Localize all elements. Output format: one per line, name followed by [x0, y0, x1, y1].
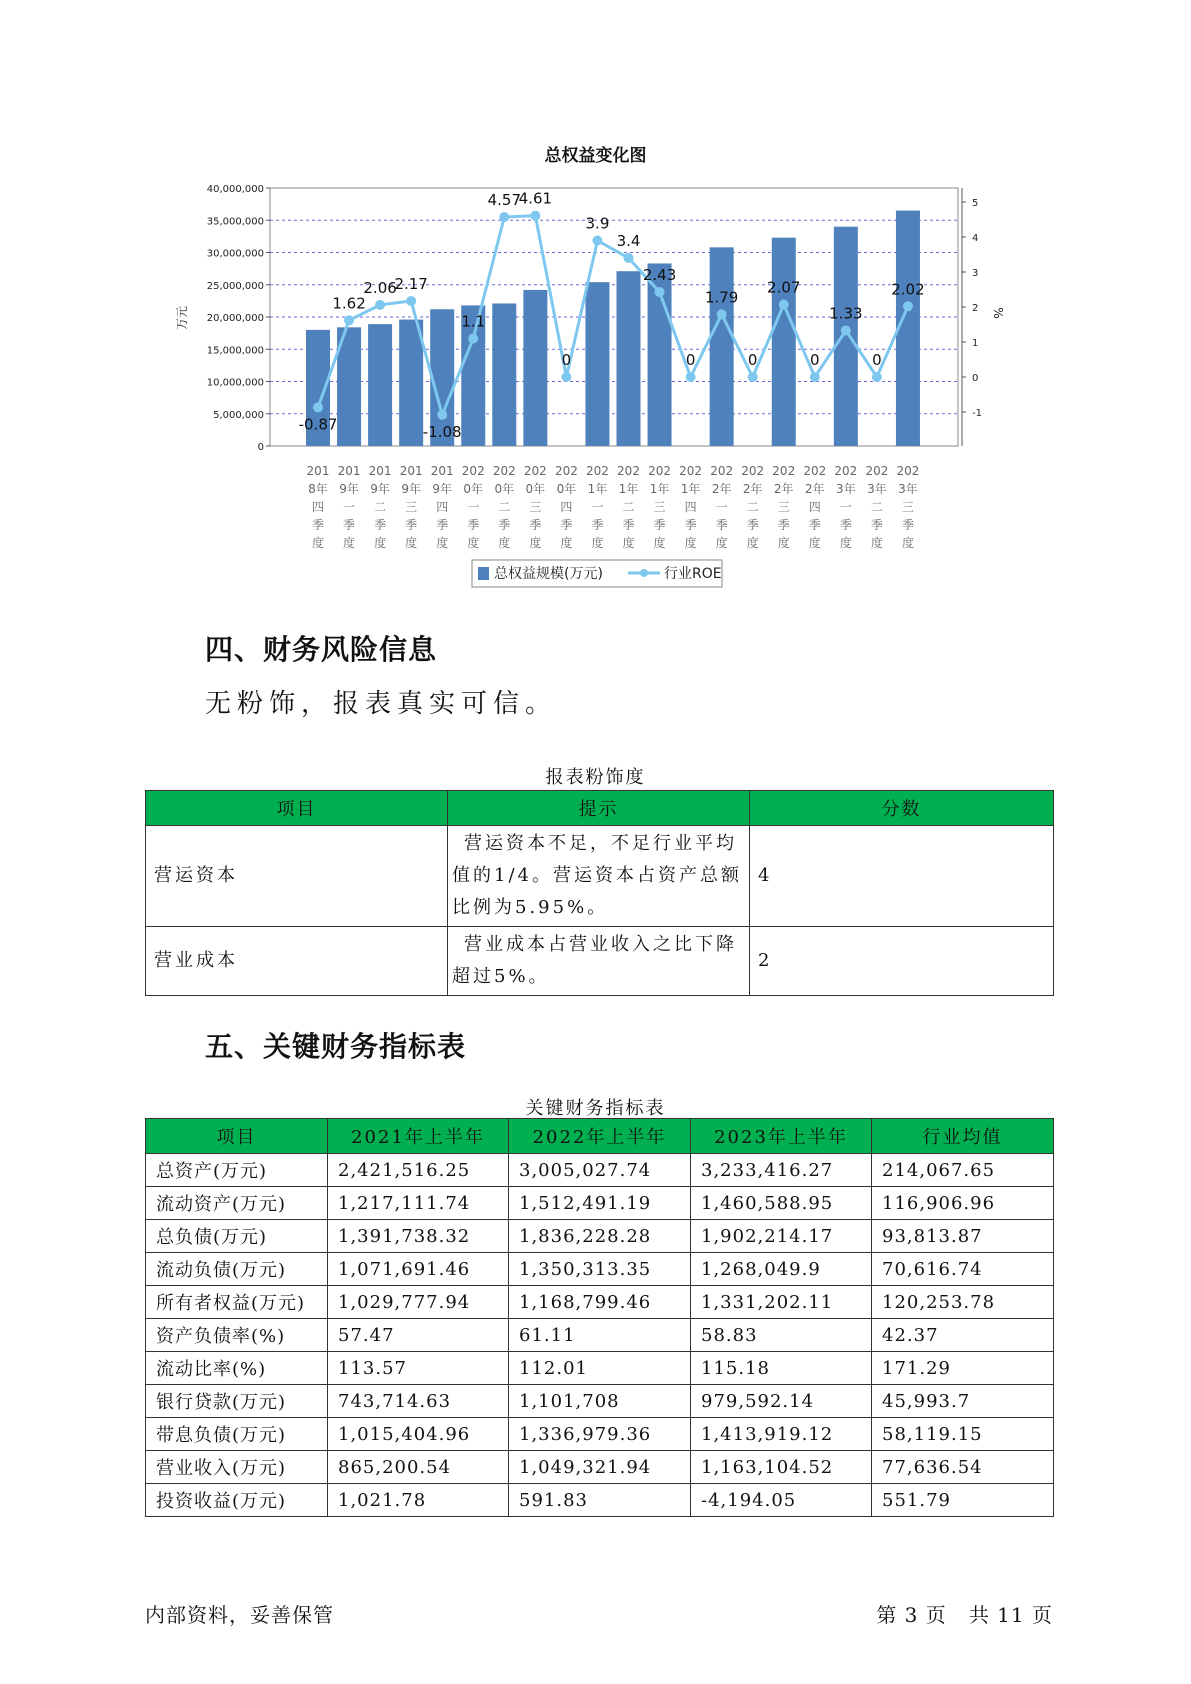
- indicator-value: 45,993.7: [872, 1385, 1054, 1418]
- roe-data-label: 4.61: [518, 189, 553, 208]
- roe-point: [717, 309, 727, 319]
- y2-tick-label: 5: [972, 198, 979, 209]
- roe-data-label: -0.87: [298, 415, 338, 434]
- indicator-value: 115.18: [691, 1352, 872, 1385]
- table-row: [146, 1187, 1054, 1220]
- indicator-value: 1,049,321.94: [509, 1451, 691, 1484]
- roe-data-label: 3.9: [585, 214, 610, 233]
- indicator-value: 1,336,979.36: [509, 1418, 691, 1451]
- indicator-name: 总负债(万元): [146, 1220, 328, 1253]
- indicator-value: 61.11: [509, 1319, 691, 1352]
- risk-tip: 营运资本不足，不足行业平均值的1/4。营运资本占资产总额比例为5.95%。: [448, 826, 750, 927]
- section4-heading: 四、财务风险信息: [205, 633, 438, 666]
- bar: [523, 290, 547, 446]
- header-cell: 2021年上半年: [328, 1119, 509, 1154]
- y-tick-label: 40,000,000: [206, 184, 264, 195]
- roe-data-label: 2.17: [394, 275, 428, 294]
- risk-item: 营业成本: [146, 927, 448, 996]
- indicator-table-caption: 关键财务指标表: [525, 1098, 666, 1119]
- risk-table-header: [146, 791, 1054, 826]
- roe-data-label: 0: [810, 351, 820, 369]
- table-row: [146, 1220, 1054, 1253]
- chart-title: 总权益变化图: [544, 146, 647, 166]
- indicator-name: 银行贷款(万元): [146, 1385, 328, 1418]
- x-tick-label: 202 2年三季度: [772, 464, 796, 550]
- roe-point: [375, 300, 385, 310]
- y-axis-label: 万元: [175, 305, 189, 331]
- indicator-name: 流动负债(万元): [146, 1253, 328, 1286]
- roe-point: [530, 211, 540, 221]
- roe-data-label: 2.43: [642, 265, 677, 284]
- x-tick-label: 202 1年二季度: [617, 464, 640, 550]
- roe-point: [437, 410, 447, 420]
- indicator-value: 591.83: [509, 1484, 691, 1517]
- indicator-value: 1,391,738.32: [328, 1220, 509, 1253]
- x-tick-label: 201 9年一季度: [337, 464, 361, 550]
- y2-tick-label: -1: [972, 408, 982, 419]
- indicator-table: [145, 1118, 1054, 1517]
- indicator-table-header: [146, 1119, 1054, 1154]
- page-number: 第 3 页 共 11 页: [876, 1603, 1053, 1627]
- indicator-value: 77,636.54: [872, 1451, 1054, 1484]
- roe-point: [655, 287, 665, 297]
- indicator-name: 总资产(万元): [146, 1154, 328, 1187]
- indicator-name: 流动资产(万元): [146, 1187, 328, 1220]
- x-tick-label: 201 8年四季度: [306, 464, 330, 550]
- roe-point: [748, 372, 758, 382]
- roe-point: [686, 372, 696, 382]
- table-row: [146, 826, 1054, 927]
- y2-axis-label: %: [991, 307, 1005, 319]
- header-cell: 2022年上半年: [509, 1119, 691, 1154]
- x-tick-label: 202 2年四季度: [803, 464, 827, 550]
- y-tick-label: 10,000,000: [206, 377, 264, 389]
- header-cell: 项目: [146, 791, 448, 826]
- roe-point: [313, 402, 323, 412]
- indicator-value: 1,101,708: [509, 1385, 691, 1418]
- indicator-value: 171.29: [872, 1352, 1054, 1385]
- indicator-value: 3,233,416.27: [691, 1154, 872, 1187]
- y-tick-label: 25,000,000: [206, 280, 264, 292]
- indicator-value: 1,217,111.74: [328, 1187, 509, 1220]
- indicator-value: 1,902,214.17: [691, 1220, 872, 1253]
- roe-data-label: 2.07: [767, 278, 801, 297]
- indicator-value: 42.37: [872, 1319, 1054, 1352]
- indicator-name: 所有者权益(万元): [146, 1286, 328, 1319]
- indicator-name: 带息负债(万元): [146, 1418, 328, 1451]
- y-tick-label: 15,000,000: [206, 345, 264, 357]
- indicator-value: 1,071,691.46: [328, 1253, 509, 1286]
- x-tick-label: 202 0年四季度: [554, 464, 578, 550]
- indicator-value: 1,029,777.94: [328, 1286, 509, 1319]
- risk-tip: 营业成本占营业收入之比下降超过5%。: [448, 927, 750, 996]
- bar: [710, 247, 734, 446]
- table-row: [146, 1484, 1054, 1517]
- roe-data-label: 1.62: [332, 294, 366, 313]
- x-tick-label: 202 0年三季度: [523, 464, 547, 550]
- table-row: [146, 1154, 1054, 1187]
- x-tick-label: 202 0年一季度: [461, 464, 485, 550]
- indicator-value: 1,021.78: [328, 1484, 509, 1517]
- x-tick-label: 202 3年一季度: [834, 464, 858, 550]
- legend-line-marker: [640, 569, 648, 577]
- indicator-value: -4,194.05: [691, 1484, 872, 1517]
- header-cell: 行业均值: [872, 1119, 1054, 1154]
- roe-data-label: 1.33: [829, 304, 863, 323]
- equity-chart-svg: [0, 0, 1191, 600]
- header-cell: 分数: [750, 791, 1054, 826]
- table-row: [146, 1418, 1054, 1451]
- bar: [617, 271, 641, 446]
- risk-table-caption: 报表粉饰度: [545, 767, 646, 788]
- indicator-value: 214,067.65: [872, 1154, 1054, 1187]
- roe-data-label: 2.02: [891, 280, 925, 299]
- indicator-name: 营业收入(万元): [146, 1451, 328, 1484]
- x-tick-label: 201 9年三季度: [399, 464, 423, 550]
- x-tick-label: 201 9年四季度: [430, 464, 454, 550]
- y-tick-label: 0: [257, 442, 264, 453]
- roe-point: [624, 253, 634, 263]
- indicator-value: 1,163,104.52: [691, 1451, 872, 1484]
- indicator-value: 3,005,027.74: [509, 1154, 691, 1187]
- bar: [492, 303, 516, 446]
- x-tick-label: 202 3年三季度: [896, 464, 920, 550]
- indicator-value: 1,015,404.96: [328, 1418, 509, 1451]
- roe-point: [406, 296, 416, 306]
- indicator-value: 1,836,228.28: [509, 1220, 691, 1253]
- indicator-value: 93,813.87: [872, 1220, 1054, 1253]
- risk-table: [145, 790, 1054, 996]
- section4-text: 无粉饰，报表真实可信。: [205, 689, 558, 719]
- legend-bar-label: 总权益规模(万元): [494, 566, 603, 582]
- y-tick-label: 30,000,000: [206, 248, 264, 260]
- indicator-value: 70,616.74: [872, 1253, 1054, 1286]
- x-tick-label: 202 1年一季度: [585, 464, 609, 550]
- header-cell: 2023年上半年: [691, 1119, 872, 1154]
- equity-chart: [0, 0, 1191, 600]
- roe-point: [872, 372, 882, 382]
- indicator-name: 资产负债率(%): [146, 1319, 328, 1352]
- roe-point: [810, 372, 820, 382]
- x-tick-label: 202 1年三季度: [648, 464, 672, 550]
- section5-heading: 五、关键财务指标表: [205, 1030, 467, 1063]
- table-row: [146, 1286, 1054, 1319]
- roe-point: [468, 334, 478, 344]
- table-row: [146, 1451, 1054, 1484]
- y-tick-label: 35,000,000: [206, 216, 264, 228]
- x-tick-label: 202 2年一季度: [710, 464, 734, 550]
- bar: [399, 320, 423, 446]
- roe-data-label: 3.4: [616, 232, 641, 250]
- table-row: [146, 1253, 1054, 1286]
- indicator-value: 2,421,516.25: [328, 1154, 509, 1187]
- indicator-value: 57.47: [328, 1319, 509, 1352]
- x-tick-label: 202 2年二季度: [741, 464, 765, 550]
- footer-left: 内部资料，妥善保管: [145, 1603, 334, 1627]
- y2-tick-label: 3: [972, 268, 979, 279]
- legend-bar-swatch: [478, 567, 489, 580]
- roe-data-label: 1.79: [704, 288, 739, 307]
- roe-data-label: 0: [685, 351, 696, 369]
- roe-point: [903, 301, 913, 311]
- bar: [585, 282, 609, 446]
- indicator-value: 1,460,588.95: [691, 1187, 872, 1220]
- indicator-value: 1,350,313.35: [509, 1253, 691, 1286]
- roe-data-label: 4.57: [487, 191, 522, 210]
- indicator-name: 流动比率(%): [146, 1352, 328, 1385]
- roe-point: [561, 372, 571, 382]
- roe-point: [499, 212, 509, 222]
- y-tick-label: 5,000,000: [213, 409, 264, 421]
- roe-data-label: 0: [872, 351, 882, 369]
- roe-point: [344, 315, 354, 325]
- indicator-value: 1,512,491.19: [509, 1187, 691, 1220]
- roe-data-label: 0: [561, 351, 572, 369]
- risk-item: 营运资本: [146, 826, 448, 927]
- roe-point: [779, 300, 789, 310]
- header-cell: 项目: [146, 1119, 328, 1154]
- table-row: [146, 927, 1054, 996]
- indicator-value: 113.57: [328, 1352, 509, 1385]
- indicator-value: 979,592.14: [691, 1385, 872, 1418]
- header-cell: 提示: [448, 791, 750, 826]
- indicator-value: 112.01: [509, 1352, 691, 1385]
- bar: [368, 324, 392, 446]
- indicator-value: 120,253.78: [872, 1286, 1054, 1319]
- legend-line-label: 行业ROE: [664, 566, 722, 582]
- roe-point: [592, 236, 602, 246]
- y2-tick-label: 4: [972, 233, 979, 244]
- x-tick-label: 202 1年四季度: [679, 464, 703, 550]
- table-row: [146, 1319, 1054, 1352]
- indicator-value: 116,906.96: [872, 1187, 1054, 1220]
- indicator-value: 1,268,049.9: [691, 1253, 872, 1286]
- indicator-value: 865,200.54: [328, 1451, 509, 1484]
- risk-score: 4: [750, 826, 1054, 927]
- y2-tick-label: 0: [972, 373, 979, 384]
- indicator-value: 58.83: [691, 1319, 872, 1352]
- roe-data-label: 1.1: [461, 312, 486, 331]
- y-tick-label: 20,000,000: [206, 313, 264, 324]
- roe-data-label: -1.08: [422, 422, 462, 441]
- indicator-value: 743,714.63: [328, 1385, 509, 1418]
- indicator-name: 投资收益(万元): [146, 1484, 328, 1517]
- table-row: [146, 1385, 1054, 1418]
- x-tick-label: 202 0年二季度: [492, 464, 516, 550]
- bar: [772, 238, 796, 446]
- roe-data-label: 0: [747, 351, 758, 369]
- y2-tick-label: 1: [972, 338, 979, 349]
- x-tick-label: 201 9年二季度: [368, 464, 392, 550]
- table-row: [146, 1352, 1054, 1385]
- indicator-value: 1,168,799.46: [509, 1286, 691, 1319]
- indicator-value: 1,331,202.11: [691, 1286, 872, 1319]
- indicator-value: 58,119.15: [872, 1418, 1054, 1451]
- risk-score: 2: [750, 927, 1054, 996]
- x-tick-label: 202 3年二季度: [865, 464, 889, 550]
- y2-tick-label: 2: [972, 303, 979, 314]
- indicator-value: 1,413,919.12: [691, 1418, 872, 1451]
- roe-data-label: 2.06: [363, 278, 397, 297]
- roe-point: [841, 325, 851, 335]
- indicator-value: 551.79: [872, 1484, 1054, 1517]
- bar: [834, 227, 858, 446]
